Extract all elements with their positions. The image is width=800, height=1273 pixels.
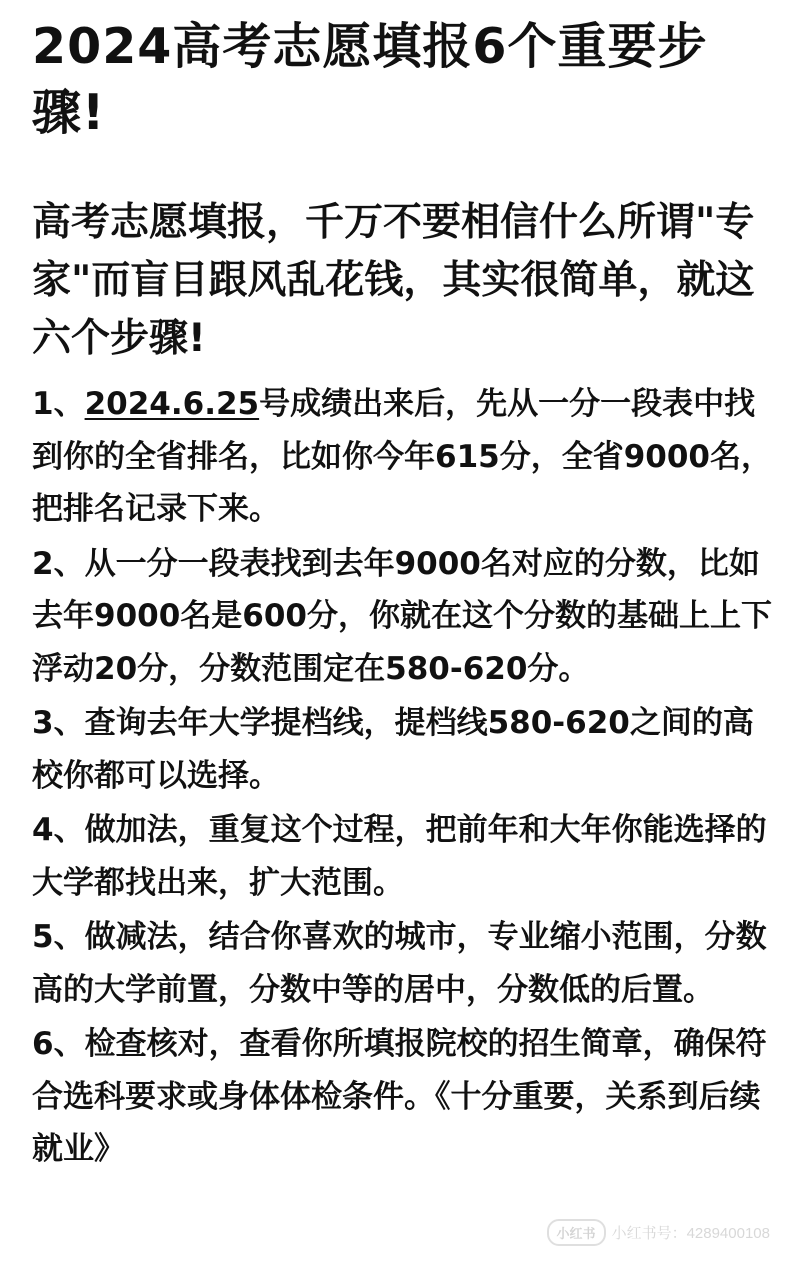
step-6: 6、检查核对，查看你所填报院校的招生简章，确保符合选科要求或身体体检条件。《十分重要，关系到后续就业》 xyxy=(32,1026,767,1167)
step-4: 4、做加法，重复这个过程，把前年和大年你能选择的大学都找出来，扩大范围。 xyxy=(32,812,767,901)
steps-list xyxy=(32,378,776,1176)
watermark xyxy=(547,1219,770,1246)
step-1 xyxy=(32,378,776,536)
step-3: 3、查询去年大学提档线，提档线580-620之间的高校你都可以选择。 xyxy=(32,705,754,794)
intro-paragraph: 高考志愿填报，千万不要相信什么所谓"专家"而盲目跟风乱花钱，其实很简单，就这六个步骤! xyxy=(32,200,755,361)
step-1-date: 2024.6.25 xyxy=(84,386,260,422)
page-title: 2024高考志愿填报6个重要步骤! xyxy=(32,18,708,141)
step-5: 5、做减法，结合你喜欢的城市，专业缩小范围，分数高的大学前置，分数中等的居中，分数低的后置。 xyxy=(32,919,767,1008)
step-2: 2、从一分一段表找到去年9000名对应的分数，比如去年9000名是600分，你就在这个分数的基础上上下浮动20分，分数范围定在580-620分。 xyxy=(32,545,772,687)
watermark-text: 小红书号：4289400108 xyxy=(611,1225,770,1242)
watermark-logo: 小红书 xyxy=(547,1219,606,1246)
step-1-text: 号成绩出来后，先从一分一段表中找到你的全省排名，比如你今年615分，全省9000名，把排名记录下来。 xyxy=(32,386,772,527)
step-1-prefix: 1、 xyxy=(32,386,85,422)
